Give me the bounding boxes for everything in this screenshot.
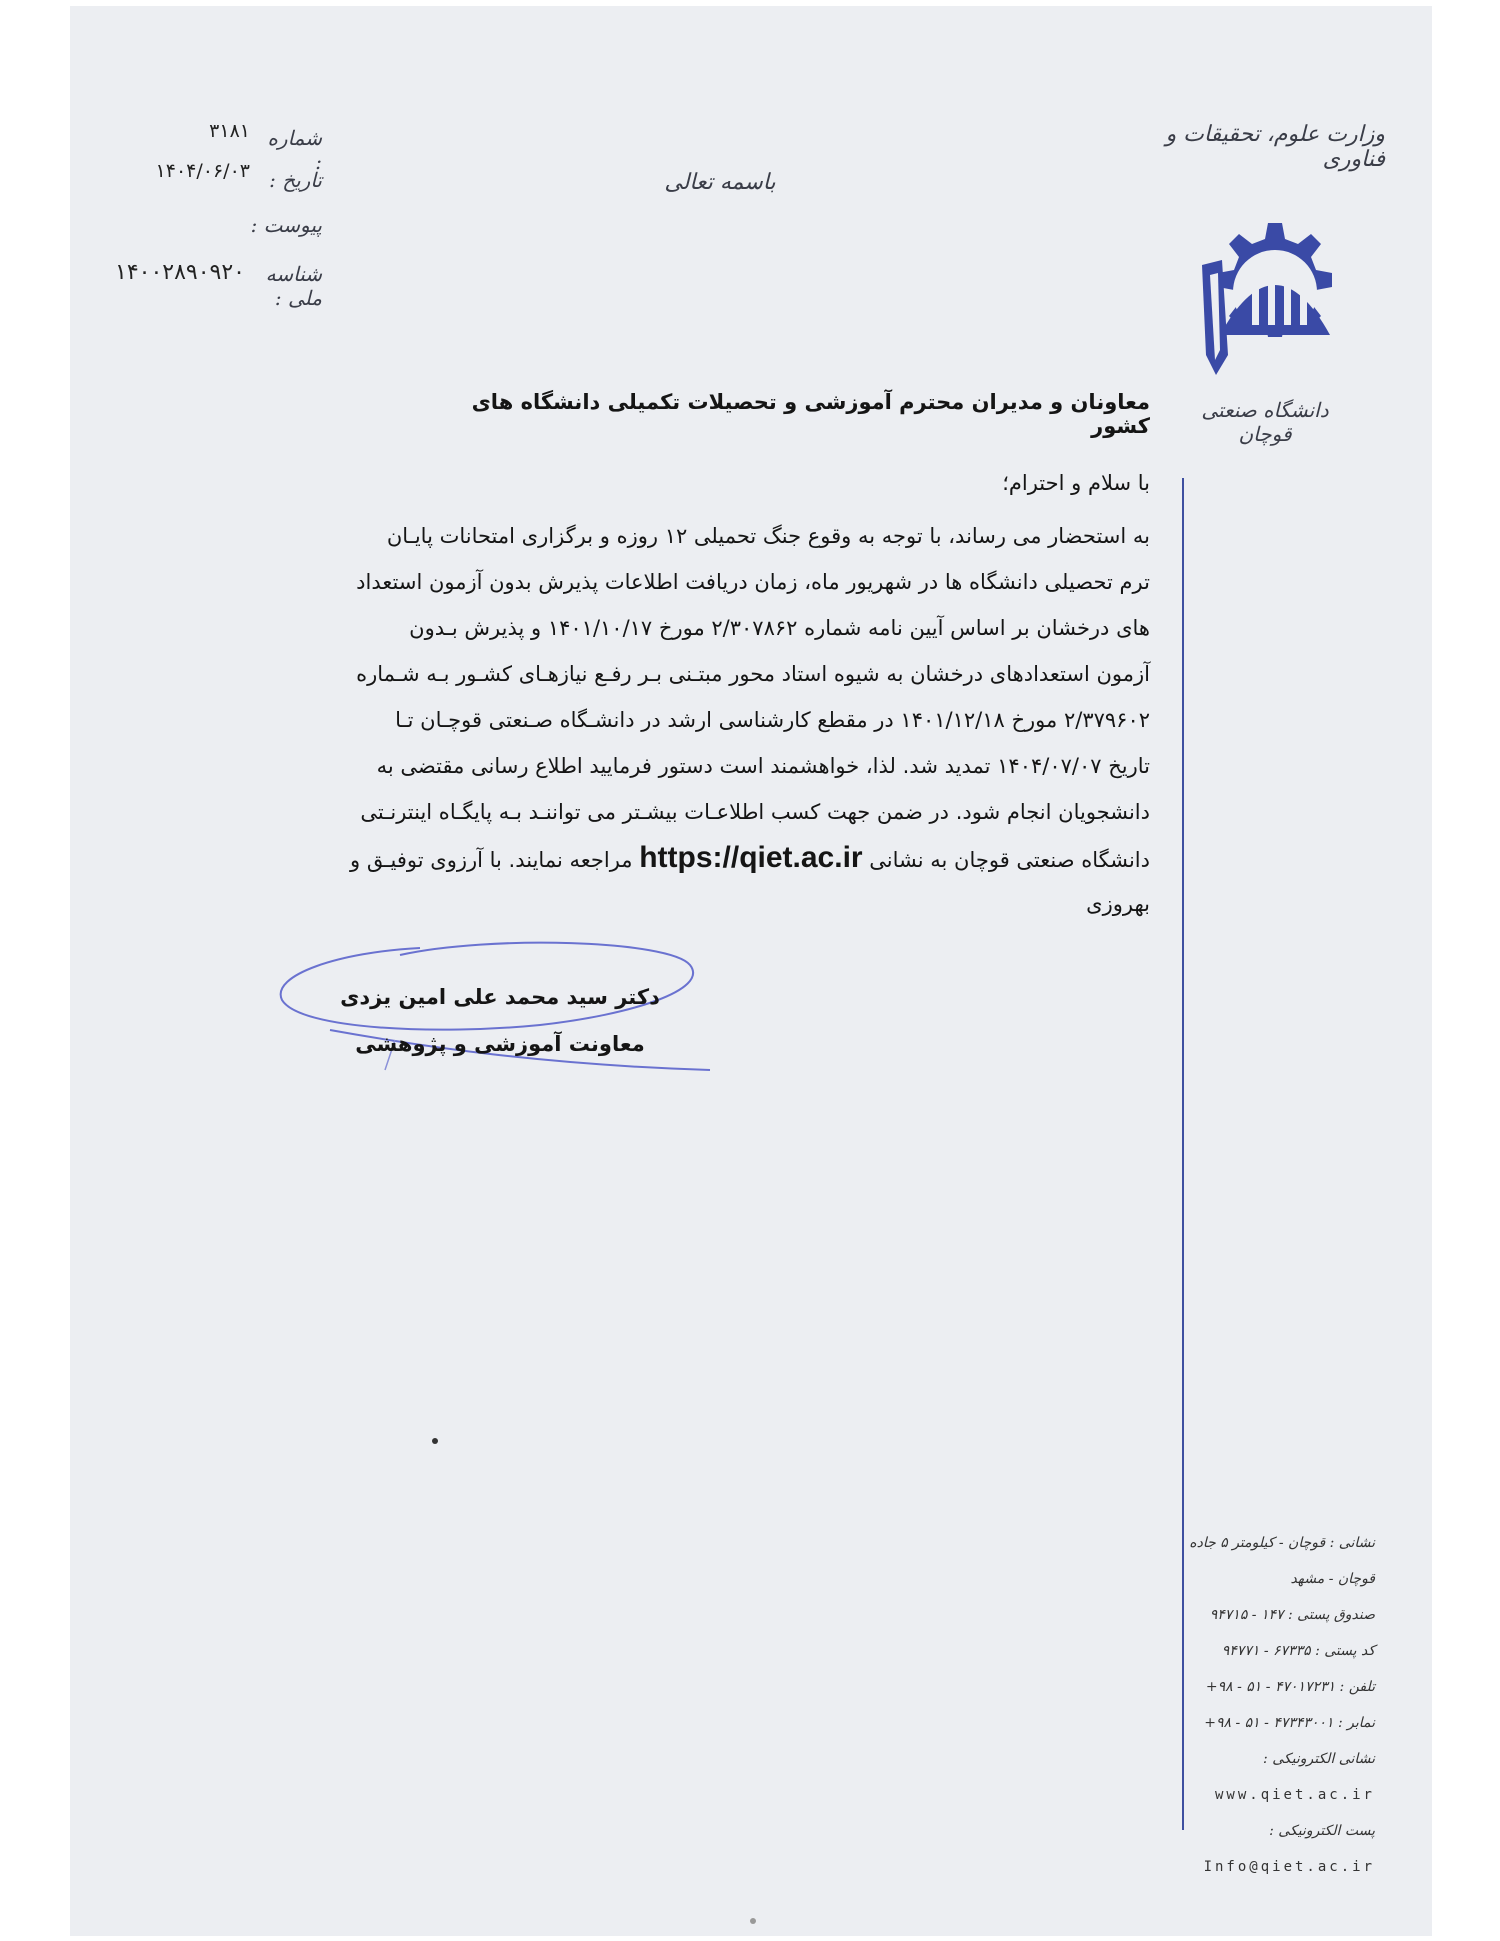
contact-footer: [1189, 1525, 1375, 1885]
greeting: با سلام و احترام؛: [1002, 471, 1150, 495]
national-id-label: شناسه ملی :: [265, 262, 322, 310]
national-id-value: ۱۴۰۰۲۸۹۰۹۲۰: [115, 260, 245, 285]
address-line-2: قوچان - مشهد: [1290, 1571, 1375, 1587]
body-line: ۲/۳۷۹۶۰۲ مورخ ۱۴۰۱/۱۲/۱۸ در مقطع کارشناسی ارشد در دانشـگاه صـنعتی قوچـان تـا: [395, 708, 1150, 732]
body-line: های درخشان بر اساس آیین نامه شماره ۲/۳۰۷۸۶۲ مورخ ۱۴۰۱/۱۰/۱۷ و پذیرش بـدون: [409, 616, 1150, 640]
body-line: آزمون استعدادهای درخشان به شیوه استاد محور مبتـنی بـر رفـع نیازهـای کشـور بـه شـماره: [356, 662, 1150, 686]
signatory-title: معاونت آموزشی و پژوهشی: [355, 1032, 645, 1056]
date-label: تاریخ :: [269, 168, 322, 192]
page-mark: [750, 1918, 756, 1924]
web-address[interactable]: www.qiet.ac.ir: [1214, 1787, 1375, 1803]
attachment-label: پیوست :: [250, 213, 322, 237]
body-line: دانشجویان انجام شود. در ضمن جهت کسب اطلاعـات بیشـتر می تواننـد بـه پایگـاه اینترنـتی: [360, 800, 1150, 824]
number-label: شماره :: [267, 126, 322, 174]
fax: نمابر : ۴۷۳۴۳۰۰۱ - ۵۱ - ۹۸+: [1204, 1715, 1375, 1731]
postal-code: کد پستی : ۶۷۳۳۵ - ۹۴۷۷۱: [1221, 1643, 1375, 1659]
ministry-title: وزارت علوم، تحقیقات و فناوری: [1165, 122, 1385, 172]
body-text-before-url: دانشگاه صنعتی قوچان به نشانی: [869, 848, 1150, 872]
basmala: باسمه تعالی: [664, 170, 776, 195]
handwritten-signature: [270, 930, 730, 1100]
letter-body: [170, 513, 1150, 927]
body-line-with-url: [170, 835, 1150, 881]
university-logo: [1180, 215, 1355, 380]
email-label: پست الکترونیکی :: [1269, 1823, 1375, 1839]
date-value: ۱۴۰۴/۰۶/۰۳: [155, 160, 250, 182]
address-line-1: نشانی : قوچان - کیلومتر ۵ جاده: [1189, 1535, 1375, 1551]
closing-word: بهروزی: [1086, 892, 1150, 916]
number-value: ۳۱۸۱: [209, 120, 250, 142]
website-link[interactable]: https://qiet.ac.ir: [639, 841, 863, 874]
po-box: صندوق پستی : ۱۴۷ - ۹۴۷۱۵: [1209, 1607, 1375, 1623]
body-line: به استحضار می رساند، با توجه به وقوع جنگ تحمیلی ۱۲ روزه و برگزاری امتحانات پایـان: [386, 524, 1150, 548]
signatory-name: دکتر سید محمد علی امین یزدی: [340, 985, 660, 1009]
ink-dot: [432, 1438, 438, 1444]
addressee: معاونان و مدیران محترم آموزشی و تحصیلات تکمیلی دانشگاه های کشور: [471, 390, 1150, 438]
body-line: ترم تحصیلی دانشگاه ها در شهریور ماه، زمان دریافت اطلاعات پذیرش بدون آزمون استعداد: [356, 570, 1150, 594]
email-address[interactable]: Info@qiet.ac.ir: [1203, 1859, 1375, 1875]
phone: تلفن : ۴۷۰۱۷۲۳۱ - ۵۱ - ۹۸+: [1205, 1679, 1375, 1695]
web-label: نشانی الکترونیکی :: [1263, 1751, 1375, 1767]
margin-rule: [1182, 478, 1184, 1830]
body-text-after-url: مراجعه نمایند. با آرزوی توفیـق و: [350, 848, 633, 872]
university-name: دانشگاه صنعتی قوچان: [1201, 398, 1329, 446]
body-line: تاریخ ۱۴۰۴/۰۷/۰۷ تمدید شد. لذا، خواهشمند است دستور فرمایید اطلاع رسانی مقتضی به: [376, 754, 1150, 778]
